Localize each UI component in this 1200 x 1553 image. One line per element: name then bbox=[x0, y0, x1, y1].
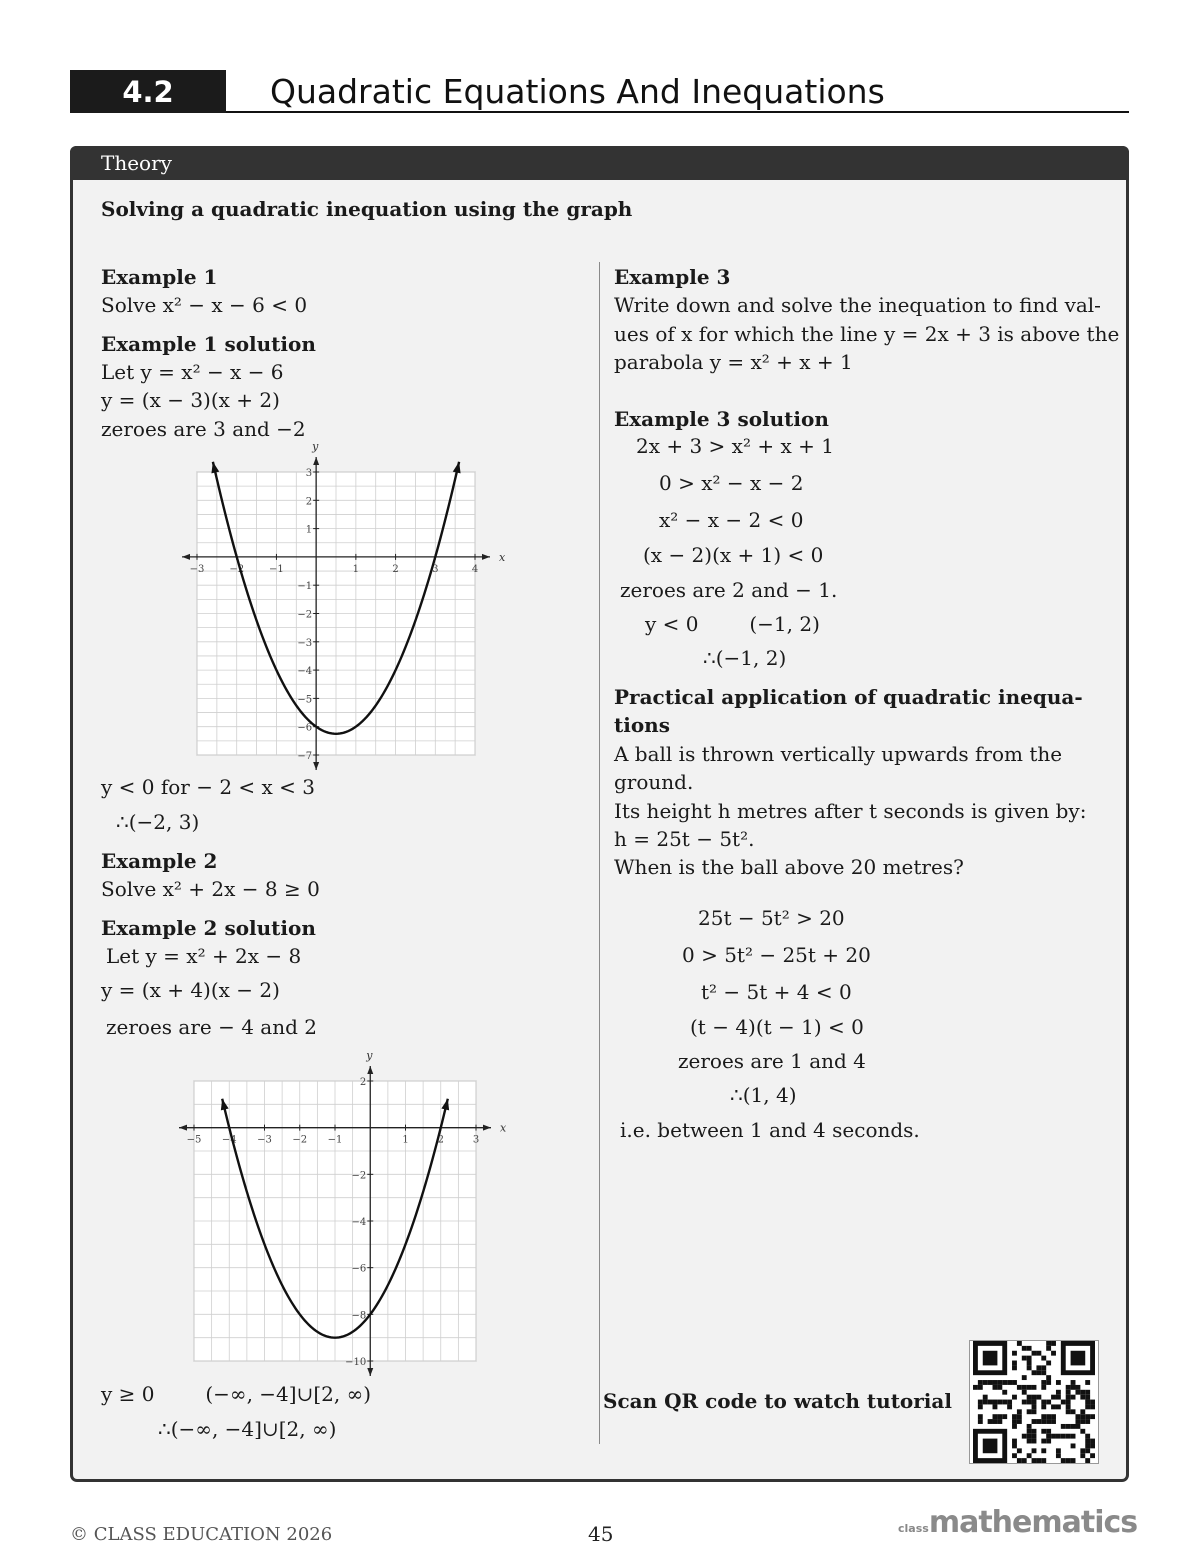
qr-module bbox=[1017, 1409, 1022, 1414]
example3-text: ues of x for which the line y = 2x + 3 is above the bbox=[614, 322, 1120, 346]
qr-module bbox=[1012, 1361, 1017, 1366]
qr-module bbox=[1046, 1439, 1051, 1444]
qr-module bbox=[1012, 1380, 1017, 1385]
example1-line: Let y = x² − x − 6 bbox=[101, 360, 284, 384]
y-tick-label: −6 bbox=[297, 722, 313, 734]
qr-module bbox=[1071, 1434, 1076, 1439]
qr-module bbox=[993, 1380, 998, 1385]
qr-module bbox=[1066, 1424, 1071, 1429]
qr-module bbox=[1012, 1351, 1017, 1356]
x-tick-label: −1 bbox=[269, 563, 284, 575]
publisher-logo bbox=[898, 1505, 1137, 1540]
qr-module bbox=[1032, 1395, 1037, 1400]
example1-title: Example 1 bbox=[101, 265, 218, 289]
qr-module bbox=[1046, 1380, 1051, 1385]
qr-module bbox=[1007, 1404, 1012, 1409]
qr-module bbox=[983, 1395, 988, 1400]
panel-heading: Solving a quadratic inequation using the graph bbox=[101, 197, 633, 221]
practical-step: zeroes are 1 and 4 bbox=[678, 1049, 866, 1073]
x-tick-label: −3 bbox=[257, 1134, 272, 1146]
x-tick-label: 1 bbox=[402, 1134, 409, 1146]
qr-module bbox=[1046, 1419, 1051, 1424]
qr-module bbox=[1041, 1380, 1046, 1385]
section-number: 4.2 bbox=[70, 70, 226, 113]
qr-module bbox=[1027, 1356, 1032, 1361]
qr-module bbox=[1085, 1434, 1090, 1439]
qr-module bbox=[993, 1385, 998, 1390]
theory-label: Theory bbox=[101, 151, 172, 175]
example3-text: Write down and solve the inequation to find val- bbox=[614, 293, 1101, 317]
qr-module bbox=[1022, 1400, 1027, 1405]
example2-line: y = (x + 4)(x − 2) bbox=[101, 978, 280, 1002]
qr-module bbox=[1071, 1395, 1076, 1400]
qr-module bbox=[1066, 1458, 1071, 1463]
qr-module bbox=[1041, 1400, 1046, 1405]
qr-finder bbox=[983, 1351, 998, 1366]
qr-module bbox=[997, 1419, 1002, 1424]
example2-title: Example 2 bbox=[101, 849, 218, 873]
example3-step: (x − 2)(x + 1) < 0 bbox=[643, 543, 824, 567]
qr-module bbox=[1071, 1458, 1076, 1463]
y-tick-label: −4 bbox=[351, 1217, 367, 1228]
qr-module bbox=[1012, 1453, 1017, 1458]
example3-step: 2x + 3 > x² + x + 1 bbox=[636, 434, 834, 458]
qr-module bbox=[1056, 1390, 1061, 1395]
practical-text: Its height h metres after t seconds is given by: bbox=[614, 799, 1087, 823]
example2-line: Let y = x² + 2x − 8 bbox=[106, 944, 302, 968]
qr-module bbox=[1080, 1414, 1085, 1419]
qr-module bbox=[983, 1380, 988, 1385]
qr-module bbox=[1090, 1400, 1095, 1405]
qr-module bbox=[1056, 1395, 1061, 1400]
y-axis-arrow bbox=[367, 1066, 373, 1074]
practical-text: ground. bbox=[614, 770, 694, 794]
qr-module bbox=[1080, 1409, 1085, 1414]
qr-module bbox=[1027, 1429, 1032, 1434]
qr-module bbox=[1075, 1385, 1080, 1390]
qr-module bbox=[1056, 1434, 1061, 1439]
qr-module bbox=[1012, 1419, 1017, 1424]
practical-title: tions bbox=[614, 713, 670, 737]
qr-module bbox=[1017, 1458, 1022, 1463]
example3-text: parabola y = x² + x + 1 bbox=[614, 350, 853, 374]
theory-panel-header bbox=[70, 146, 1129, 180]
qr-module bbox=[1085, 1419, 1090, 1424]
example3-step: ∴(−1, 2) bbox=[703, 646, 787, 670]
practical-title: Practical application of quadratic inequa- bbox=[614, 685, 1083, 709]
qr-module bbox=[988, 1380, 993, 1385]
qr-module bbox=[997, 1414, 1002, 1419]
qr-module bbox=[1041, 1414, 1046, 1419]
qr-module bbox=[997, 1380, 1002, 1385]
qr-module bbox=[1056, 1448, 1061, 1453]
x-tick-label: −5 bbox=[186, 1134, 202, 1146]
logo-big-text: mathematics bbox=[928, 1505, 1138, 1540]
example1-line: zeroes are 3 and −2 bbox=[101, 417, 306, 441]
qr-module bbox=[1075, 1390, 1080, 1395]
qr-module bbox=[1032, 1370, 1037, 1375]
qr-module bbox=[993, 1419, 998, 1424]
qr-module bbox=[1085, 1448, 1090, 1453]
qr-module bbox=[1022, 1375, 1027, 1380]
qr-module bbox=[1032, 1448, 1037, 1453]
qr-module bbox=[1036, 1351, 1041, 1356]
qr-module bbox=[1022, 1385, 1027, 1390]
qr-module bbox=[1085, 1458, 1090, 1463]
qr-module bbox=[1041, 1439, 1046, 1444]
y-tick-label: 2 bbox=[305, 496, 313, 508]
column-divider bbox=[599, 262, 600, 1444]
y-tick-label: −1 bbox=[297, 581, 313, 593]
qr-module bbox=[1017, 1385, 1022, 1390]
example2-solution-title: Example 2 solution bbox=[101, 916, 316, 940]
x-tick-label: −2 bbox=[292, 1134, 308, 1146]
example2-line: zeroes are − 4 and 2 bbox=[106, 1015, 317, 1039]
qr-module bbox=[1046, 1400, 1051, 1405]
qr-module bbox=[1071, 1424, 1076, 1429]
example1-solution-title: Example 1 solution bbox=[101, 332, 316, 356]
qr-module bbox=[1007, 1380, 1012, 1385]
practical-text: When is the ball above 20 metres? bbox=[614, 855, 964, 879]
x-tick-label: −4 bbox=[221, 1134, 237, 1146]
qr-module bbox=[1012, 1424, 1017, 1429]
qr-module bbox=[1017, 1419, 1022, 1424]
practical-step: i.e. between 1 and 4 seconds. bbox=[620, 1118, 920, 1142]
x-axis-arrow bbox=[482, 554, 490, 560]
qr-module bbox=[1061, 1434, 1066, 1439]
y-tick-label: −6 bbox=[351, 1263, 367, 1275]
qr-module bbox=[988, 1400, 993, 1405]
section-title: Quadratic Equations And Inequations bbox=[270, 72, 885, 111]
qr-module bbox=[1085, 1414, 1090, 1419]
y-tick-label: 1 bbox=[305, 524, 313, 536]
qr-module bbox=[1036, 1395, 1041, 1400]
y-axis-arrow bbox=[313, 762, 319, 770]
qr-module bbox=[973, 1385, 978, 1390]
qr-module bbox=[1022, 1356, 1027, 1361]
x-axis-label: x bbox=[500, 1121, 507, 1135]
example1-therefore: ∴(−2, 3) bbox=[116, 810, 200, 834]
qr-module bbox=[997, 1385, 1002, 1390]
qr-module bbox=[1012, 1365, 1017, 1370]
practical-step: ∴(1, 4) bbox=[730, 1083, 797, 1107]
qr-module bbox=[1041, 1404, 1046, 1409]
qr-module bbox=[1046, 1429, 1051, 1434]
qr-finder bbox=[983, 1439, 998, 1454]
qr-module bbox=[1041, 1385, 1046, 1390]
example3-step: y < 0 (−1, 2) bbox=[645, 612, 820, 636]
qr-module bbox=[978, 1385, 983, 1390]
title-rule bbox=[226, 111, 1129, 113]
example2-problem: Solve x² + 2x − 8 ≥ 0 bbox=[101, 877, 320, 901]
qr-module bbox=[1032, 1434, 1037, 1439]
y-tick-label: 3 bbox=[305, 468, 313, 479]
graph-example2 bbox=[170, 1046, 510, 1376]
qr-module bbox=[1041, 1370, 1046, 1375]
qr-module bbox=[1027, 1434, 1032, 1439]
qr-module bbox=[983, 1400, 988, 1405]
qr-module bbox=[1027, 1409, 1032, 1414]
qr-module bbox=[1051, 1341, 1056, 1346]
y-tick-label: −8 bbox=[351, 1310, 367, 1322]
qr-module bbox=[1032, 1351, 1037, 1356]
qr-caption: Scan QR code to watch tutorial bbox=[603, 1389, 952, 1413]
qr-module bbox=[1046, 1434, 1051, 1439]
qr-module bbox=[1027, 1346, 1032, 1351]
x-tick-label: 2 bbox=[437, 1134, 444, 1146]
qr-module bbox=[1056, 1404, 1061, 1409]
qr-module bbox=[1012, 1443, 1017, 1448]
x-tick-label: −1 bbox=[327, 1134, 343, 1146]
qr-module bbox=[1051, 1351, 1056, 1356]
graph-example1 bbox=[170, 440, 510, 770]
copyright: © CLASS EDUCATION 2026 bbox=[70, 1524, 333, 1545]
qr-module bbox=[1071, 1380, 1076, 1385]
y-tick-label: −2 bbox=[351, 1170, 367, 1182]
qr-module bbox=[1032, 1404, 1037, 1409]
y-axis-label: y bbox=[366, 1049, 373, 1062]
qr-module bbox=[1046, 1361, 1051, 1366]
example3-title: Example 3 bbox=[614, 265, 731, 289]
example3-step: x² − x − 2 < 0 bbox=[659, 508, 804, 532]
example2-result: y ≥ 0 (−∞, −4]∪[2, ∞) bbox=[101, 1382, 372, 1406]
qr-module bbox=[1017, 1341, 1022, 1346]
qr-module bbox=[1041, 1419, 1046, 1424]
qr-module bbox=[1051, 1434, 1056, 1439]
qr-module bbox=[1085, 1395, 1090, 1400]
qr-module bbox=[1036, 1370, 1041, 1375]
y-axis-label: y bbox=[312, 440, 319, 453]
y-tick-label: −3 bbox=[297, 637, 313, 649]
qr-module bbox=[1022, 1458, 1027, 1463]
qr-module bbox=[997, 1400, 1002, 1405]
qr-module bbox=[1036, 1458, 1041, 1463]
qr-module bbox=[1002, 1380, 1007, 1385]
qr-module bbox=[1041, 1356, 1046, 1361]
qr-module bbox=[1080, 1429, 1085, 1434]
qr-module bbox=[1061, 1424, 1066, 1429]
qr-module bbox=[1071, 1385, 1076, 1390]
y-tick-label: −7 bbox=[297, 751, 313, 762]
qr-module bbox=[1027, 1395, 1032, 1400]
qr-module bbox=[1041, 1429, 1046, 1434]
qr-module bbox=[1080, 1390, 1085, 1395]
example2-therefore: ∴(−∞, −4]∪[2, ∞) bbox=[158, 1417, 337, 1441]
qr-module bbox=[1027, 1385, 1032, 1390]
y-axis-arrow bbox=[313, 457, 319, 465]
qr-module bbox=[1066, 1409, 1071, 1414]
qr-module bbox=[1085, 1390, 1090, 1395]
y-axis-arrow bbox=[367, 1368, 373, 1376]
logo-small-text: class bbox=[898, 1522, 929, 1535]
qr-module bbox=[1041, 1458, 1046, 1463]
qr-module bbox=[1066, 1400, 1071, 1405]
qr-module bbox=[1066, 1434, 1071, 1439]
qr-module bbox=[1022, 1434, 1027, 1439]
page-number: 45 bbox=[588, 1522, 614, 1546]
qr-module bbox=[1027, 1365, 1032, 1370]
qr-module bbox=[1002, 1400, 1007, 1405]
x-axis-arrow bbox=[179, 1125, 187, 1131]
qr-module bbox=[1007, 1400, 1012, 1405]
qr-module bbox=[1046, 1341, 1051, 1346]
example3-solution-title: Example 3 solution bbox=[614, 407, 829, 431]
qr-module bbox=[1012, 1439, 1017, 1444]
example1-line: y = (x − 3)(x + 2) bbox=[101, 388, 280, 412]
qr-module bbox=[1046, 1346, 1051, 1351]
example1-problem: Solve x² − x − 6 < 0 bbox=[101, 293, 308, 317]
qr-module bbox=[1066, 1395, 1071, 1400]
x-axis-arrow bbox=[182, 554, 190, 560]
y-tick-label: −5 bbox=[297, 694, 313, 706]
practical-step: 0 > 5t² − 25t + 20 bbox=[682, 943, 871, 967]
qr-module bbox=[1075, 1419, 1080, 1424]
example3-step: 0 > x² − x − 2 bbox=[659, 471, 804, 495]
qr-module bbox=[1061, 1458, 1066, 1463]
qr-module bbox=[1056, 1453, 1061, 1458]
qr-module bbox=[1012, 1395, 1017, 1400]
qr-module bbox=[1085, 1404, 1090, 1409]
qr-module bbox=[1032, 1409, 1037, 1414]
qr-module bbox=[1002, 1414, 1007, 1419]
qr-module bbox=[1080, 1453, 1085, 1458]
practical-text: h = 25t − 5t². bbox=[614, 827, 755, 851]
qr-module bbox=[1041, 1448, 1046, 1453]
x-axis-label: x bbox=[499, 550, 506, 564]
qr-module bbox=[993, 1414, 998, 1419]
qr-module bbox=[1080, 1395, 1085, 1400]
qr-module bbox=[1090, 1404, 1095, 1409]
qr-module bbox=[1066, 1404, 1071, 1409]
qr-code[interactable] bbox=[969, 1340, 1099, 1464]
practical-step: 25t − 5t² > 20 bbox=[698, 906, 845, 930]
practical-text: A ball is thrown vertically upwards from the bbox=[614, 742, 1063, 766]
qr-module bbox=[1090, 1443, 1095, 1448]
qr-module bbox=[1051, 1395, 1056, 1400]
x-axis-arrow bbox=[483, 1125, 491, 1131]
qr-module bbox=[1027, 1453, 1032, 1458]
qr-module bbox=[1046, 1375, 1051, 1380]
qr-module bbox=[1085, 1443, 1090, 1448]
qr-module bbox=[1017, 1448, 1022, 1453]
qr-module bbox=[1032, 1385, 1037, 1390]
y-tick-label: −10 bbox=[345, 1357, 367, 1368]
qr-module bbox=[993, 1404, 998, 1409]
qr-module bbox=[1012, 1414, 1017, 1419]
qr-module bbox=[1066, 1385, 1071, 1390]
qr-module bbox=[1080, 1419, 1085, 1424]
qr-module bbox=[1032, 1400, 1037, 1405]
qr-module bbox=[1017, 1414, 1022, 1419]
qr-module bbox=[1032, 1439, 1037, 1444]
qr-module bbox=[1085, 1400, 1090, 1405]
qr-module bbox=[1085, 1380, 1090, 1385]
qr-module bbox=[993, 1400, 998, 1405]
qr-module bbox=[1046, 1414, 1051, 1419]
qr-module bbox=[1051, 1419, 1056, 1424]
qr-module bbox=[1036, 1419, 1041, 1424]
qr-module bbox=[1061, 1400, 1066, 1405]
qr-module bbox=[1090, 1414, 1095, 1419]
x-tick-label: 3 bbox=[432, 563, 439, 575]
qr-module bbox=[1032, 1429, 1037, 1434]
qr-module bbox=[1036, 1365, 1041, 1370]
qr-module bbox=[1085, 1439, 1090, 1444]
qr-module bbox=[1075, 1424, 1080, 1429]
qr-module bbox=[1027, 1424, 1032, 1429]
qr-module bbox=[988, 1419, 993, 1424]
example3-step: zeroes are 2 and − 1. bbox=[620, 578, 838, 602]
y-tick-label: 2 bbox=[359, 1077, 367, 1088]
qr-module bbox=[1071, 1443, 1076, 1448]
qr-module bbox=[1027, 1439, 1032, 1444]
qr-module bbox=[1002, 1390, 1007, 1395]
qr-module bbox=[1066, 1390, 1071, 1395]
practical-step: t² − 5t + 4 < 0 bbox=[701, 980, 852, 1004]
qr-module bbox=[1090, 1439, 1095, 1444]
example1-result: y < 0 for − 2 < x < 3 bbox=[101, 775, 316, 799]
qr-module bbox=[978, 1400, 983, 1405]
qr-finder bbox=[1071, 1351, 1086, 1366]
qr-module bbox=[1075, 1414, 1080, 1419]
qr-module bbox=[978, 1404, 983, 1409]
x-tick-label: −2 bbox=[229, 563, 245, 575]
x-tick-label: −3 bbox=[189, 563, 205, 575]
qr-module bbox=[978, 1380, 983, 1385]
qr-module bbox=[1071, 1409, 1076, 1414]
qr-module bbox=[1056, 1380, 1061, 1385]
x-tick-label: 1 bbox=[352, 563, 360, 575]
qr-module bbox=[1051, 1414, 1056, 1419]
y-tick-label: −4 bbox=[297, 666, 313, 678]
qr-module bbox=[978, 1419, 983, 1424]
qr-module bbox=[1022, 1390, 1027, 1395]
x-tick-label: 4 bbox=[471, 563, 479, 575]
qr-module bbox=[1022, 1346, 1027, 1351]
x-tick-label: 3 bbox=[472, 1134, 480, 1146]
qr-module bbox=[1080, 1448, 1085, 1453]
practical-step: (t − 4)(t − 1) < 0 bbox=[690, 1015, 864, 1039]
qr-module bbox=[1032, 1458, 1037, 1463]
x-tick-label: 2 bbox=[392, 563, 399, 575]
qr-module bbox=[1051, 1404, 1056, 1409]
qr-module bbox=[1027, 1361, 1032, 1366]
y-tick-label: −2 bbox=[297, 609, 313, 621]
qr-module bbox=[978, 1414, 983, 1419]
qr-module bbox=[1041, 1365, 1046, 1370]
qr-module bbox=[1027, 1400, 1032, 1405]
qr-module bbox=[1032, 1419, 1037, 1424]
qr-module bbox=[1090, 1453, 1095, 1458]
